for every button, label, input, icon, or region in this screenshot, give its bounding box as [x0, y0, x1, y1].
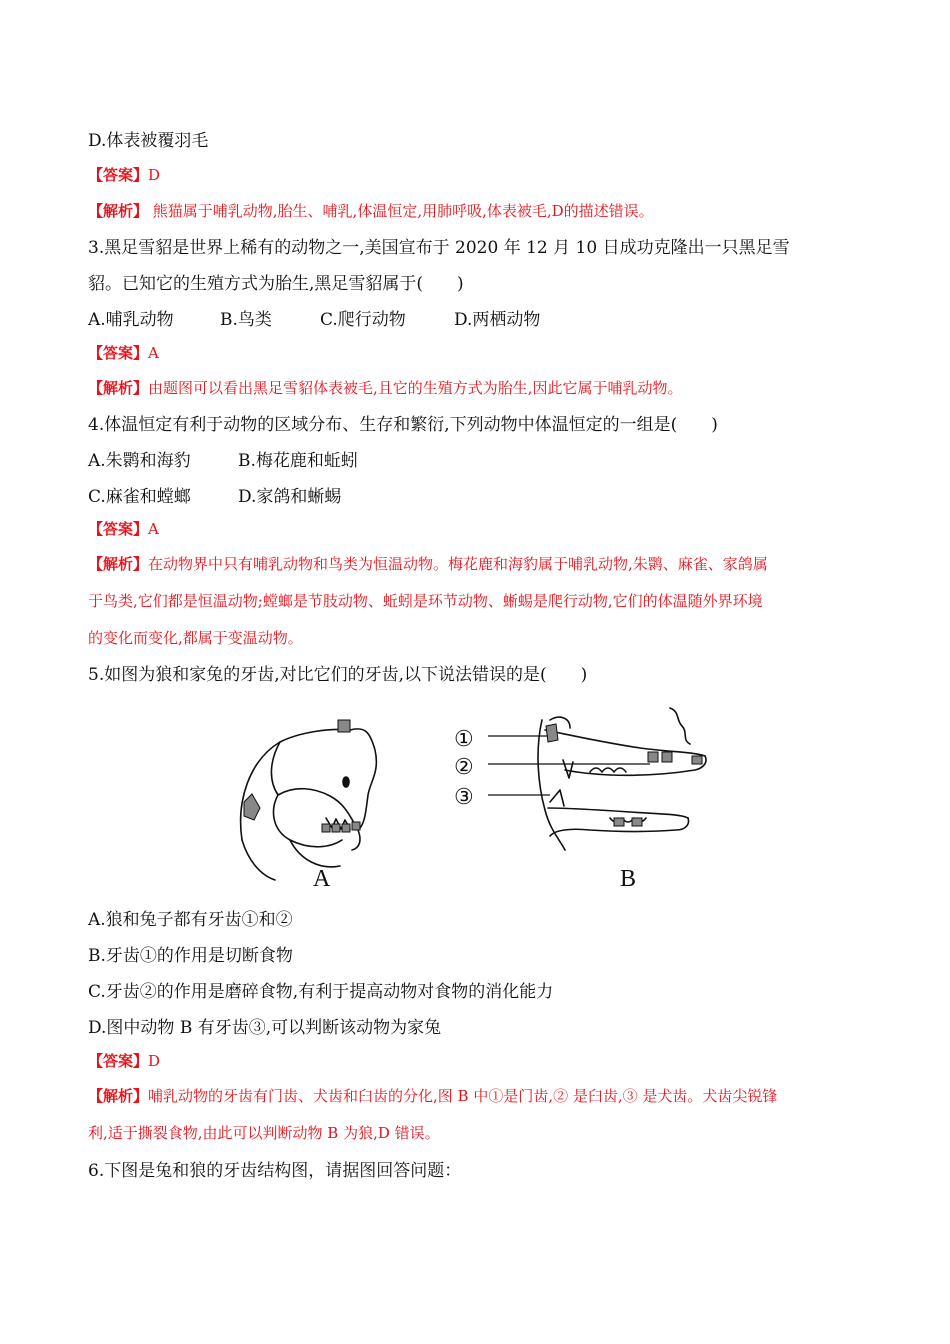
teeth-figure [230, 690, 720, 900]
figure-label-a: A [313, 866, 331, 892]
q3-options [88, 305, 540, 330]
analysis-text: 由题图可以看出黑足雪貂体表被毛,且它的生殖方式为胎生,因此它属于哺乳动物。 [148, 379, 683, 397]
answer-tag: 【答案】 [88, 520, 149, 538]
q4-analysis-line3: 的变化而变化,都属于变温动物。 [88, 629, 303, 647]
q5-option-c: C.牙齿②的作用是磨碎食物,有利于提高动物对食物的消化能力 [88, 982, 554, 1002]
analysis-text: 在动物界中只有哺乳动物和鸟类为恒温动物。梅花鹿和海豹属于哺乳动物,朱鹮、麻雀、家鸽属 [148, 555, 768, 573]
q5-stem: 5.如图为狼和家兔的牙齿,对比它们的牙齿,以下说法错误的是( ) [88, 665, 588, 685]
q3-option-a: A.哺乳动物 [88, 310, 174, 330]
q4-option-a: A.朱鹮和海豹 [88, 451, 191, 471]
skull-a-drawing [241, 729, 377, 880]
shaded-tooth-b6 [632, 818, 642, 826]
q3-stem-line1: 3.黑足雪貂是世界上稀有的动物之一,美国宣布于 2020 年 12 月 10 日成功克隆出一只黑足雪 [88, 238, 790, 258]
analysis-tag: 【解析】 [88, 555, 149, 573]
marker-3: ③ [454, 784, 474, 809]
q4-option-c: C.麻雀和螳螂 [88, 487, 191, 507]
q3-option-c: C.爬行动物 [320, 310, 406, 330]
answer-tag: 【答案】 [88, 166, 149, 184]
shaded-tooth-a5 [342, 824, 350, 832]
teeth-diagram [230, 690, 720, 900]
skull-b-drawing [538, 708, 706, 850]
q4-stem: 4.体温恒定有利于动物的区域分布、生存和繁衍,下列动物中体温恒定的一组是( ) [88, 415, 718, 435]
q5-analysis-line1 [88, 1085, 777, 1106]
marker-2: ② [454, 754, 474, 779]
q6-stem: 6.下图是兔和狼的牙齿结构图，请据图回答问题： [88, 1161, 462, 1181]
q2-analysis [88, 200, 654, 221]
q3-option-b: B.鸟类 [220, 310, 272, 330]
answer-tag: 【答案】 [88, 1052, 149, 1070]
shaded-tooth-a2 [244, 794, 260, 820]
shaded-tooth-b4 [692, 756, 702, 764]
q2-option-d: D.体表被覆羽毛 [88, 131, 209, 151]
analysis-text: 哺乳动物的牙齿有门齿、犬齿和臼齿的分化,图 B 中①是门齿,② 是臼齿,③ 是犬齿。犬齿尖锐锋 [148, 1087, 778, 1105]
shaded-tooth-b2 [648, 752, 658, 762]
q5-answer [88, 1050, 160, 1071]
q4-option-b: B.梅花鹿和蚯蚓 [238, 451, 358, 471]
q4-options-row1 [88, 446, 358, 471]
analysis-tag: 【解析】 [88, 379, 149, 397]
q5-option-b: B.牙齿①的作用是切断食物 [88, 946, 293, 966]
q3-stem-line2: 貂。已知它的生殖方式为胎生,黑足雪貂属于( ) [88, 274, 464, 294]
q4-options-row2 [88, 482, 341, 507]
shaded-tooth-a1 [338, 720, 350, 732]
shaded-tooth-b1 [546, 724, 558, 742]
answer-value: A [148, 520, 159, 538]
q3-option-d: D.两栖动物 [454, 310, 541, 330]
shaded-tooth-b3 [662, 752, 672, 762]
q3-analysis [88, 377, 683, 398]
q4-analysis-line2: 于鸟类,它们都是恒温动物;螳螂是节肢动物、蚯蚓是环节动物、蜥蜴是爬行动物,它们的体温随外界环境 [88, 592, 763, 610]
marker-1: ① [454, 726, 474, 751]
shaded-tooth-a3 [322, 824, 330, 832]
q5-analysis-line2: 利,适于撕裂食物,由此可以判断动物 B 为狼,D 错误。 [88, 1124, 440, 1142]
q4-option-d: D.家鸽和蜥蜴 [238, 487, 342, 507]
figure-label-b: B [620, 866, 637, 892]
q2-answer [88, 164, 160, 185]
answer-value: A [148, 344, 159, 362]
q5-option-a: A.狼和兔子都有牙齿①和② [88, 910, 293, 930]
analysis-tag: 【解析】 [88, 202, 149, 220]
q4-answer [88, 518, 159, 539]
analysis-text: 熊猫属于哺乳动物,胎生、哺乳,体温恒定,用肺呼吸,体表被毛,D的描述错误。 [148, 202, 654, 220]
analysis-tag: 【解析】 [88, 1087, 149, 1105]
q3-answer [88, 342, 159, 363]
answer-value: D [148, 1052, 161, 1070]
shaded-tooth-a4 [332, 824, 340, 832]
q5-option-d: D.图中动物 B 有牙齿③,可以判断该动物为家兔 [88, 1018, 442, 1038]
answer-tag: 【答案】 [88, 344, 149, 362]
q4-analysis-line1 [88, 553, 768, 574]
answer-value: D [148, 166, 161, 184]
shaded-tooth-a6 [352, 822, 360, 830]
shaded-tooth-b5 [614, 818, 624, 826]
